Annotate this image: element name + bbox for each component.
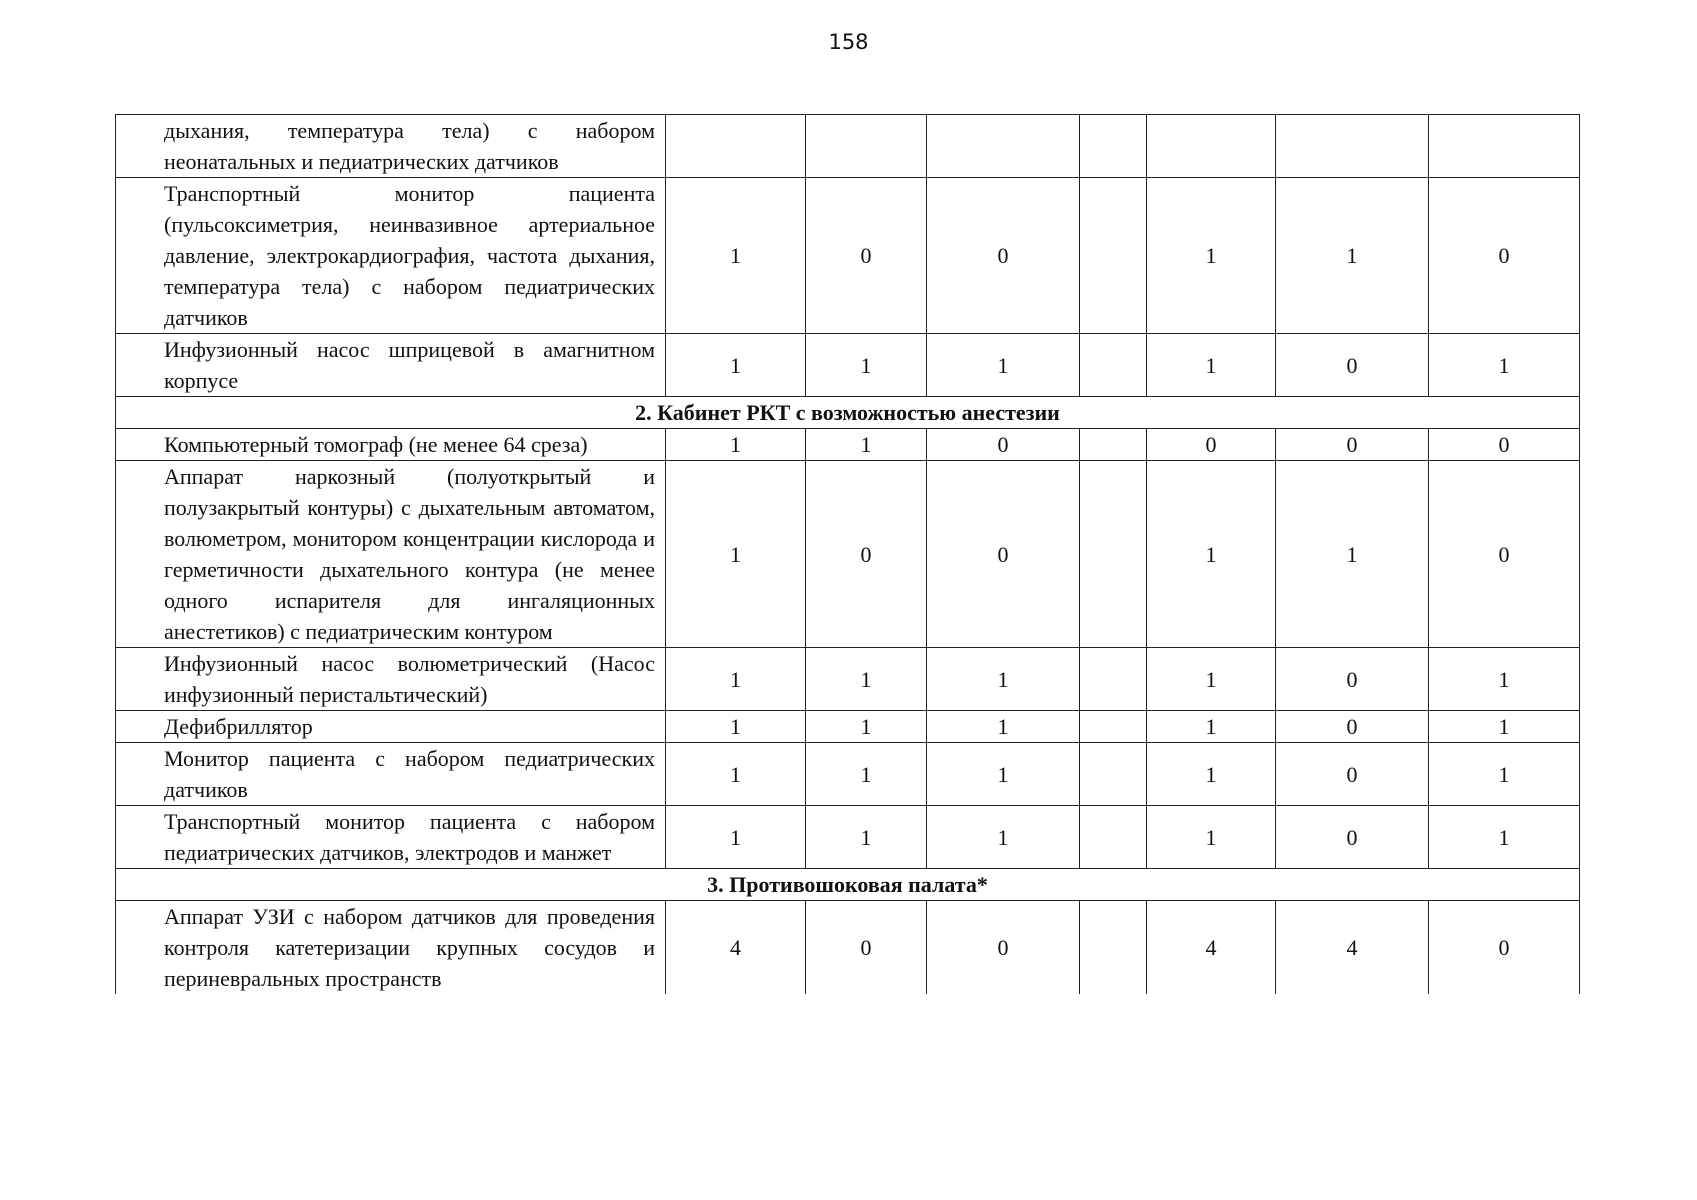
value-cell xyxy=(1080,806,1147,869)
equipment-name: Транспортный монитор пациента (пульсоксиметрия, неинвазивное артериальное давление, электрокардиография, частота дыхания, температура тела) с набором педиатрических датчиков xyxy=(116,178,666,334)
value-cell: 0 xyxy=(927,901,1080,995)
value-cell xyxy=(1080,711,1147,743)
table-row xyxy=(116,429,1580,461)
value-cell: 1 xyxy=(666,334,806,397)
value-cell: 1 xyxy=(1429,743,1580,806)
value-cell: 0 xyxy=(1429,461,1580,648)
equipment-name: Инфузионный насос шприцевой в амагнитном корпусе xyxy=(116,334,666,397)
page-number: 158 xyxy=(828,30,869,54)
value-cell: 0 xyxy=(1276,429,1429,461)
value-cell: 1 xyxy=(1147,334,1276,397)
value-cell: 1 xyxy=(1276,461,1429,648)
equipment-name: дыхания, температура тела) с набором неонатальных и педиатрических датчиков xyxy=(116,115,666,178)
value-cell: 1 xyxy=(806,429,927,461)
value-cell: 1 xyxy=(1147,806,1276,869)
equipment-name: Компьютерный томограф (не менее 64 среза) xyxy=(116,429,666,461)
equipment-name: Аппарат наркозный (полуоткрытый и полузакрытый контуры) с дыхательным автоматом, волюметром, монитором концентрации кислорода и герметичности дыхательного контура (не менее одного испарителя для ингаляционных анестетиков) с педиатрическим контуром xyxy=(116,461,666,648)
value-cell: 1 xyxy=(927,806,1080,869)
value-cell: 0 xyxy=(1276,334,1429,397)
value-cell: 0 xyxy=(806,461,927,648)
value-cell xyxy=(806,115,927,178)
value-cell: 0 xyxy=(1276,806,1429,869)
value-cell: 1 xyxy=(1429,711,1580,743)
value-cell: 0 xyxy=(1147,429,1276,461)
value-cell: 4 xyxy=(1276,901,1429,995)
value-cell: 1 xyxy=(1429,648,1580,711)
value-cell xyxy=(1080,461,1147,648)
table-row xyxy=(116,743,1580,806)
value-cell: 1 xyxy=(1147,461,1276,648)
value-cell: 1 xyxy=(666,648,806,711)
value-cell: 4 xyxy=(1147,901,1276,995)
value-cell xyxy=(1080,429,1147,461)
value-cell: 1 xyxy=(666,806,806,869)
equipment-table xyxy=(115,114,1580,994)
value-cell: 1 xyxy=(927,648,1080,711)
value-cell: 1 xyxy=(927,743,1080,806)
value-cell: 1 xyxy=(927,334,1080,397)
value-cell: 1 xyxy=(666,178,806,334)
value-cell xyxy=(1080,648,1147,711)
section-title: 3. Противошоковая палата* xyxy=(116,869,1580,901)
value-cell: 0 xyxy=(1429,901,1580,995)
value-cell xyxy=(1147,115,1276,178)
table-row xyxy=(116,115,1580,178)
value-cell: 0 xyxy=(927,429,1080,461)
table-row xyxy=(116,334,1580,397)
value-cell: 1 xyxy=(1276,178,1429,334)
value-cell: 0 xyxy=(806,178,927,334)
equipment-name: Инфузионный насос волюметрический (Насос инфузионный перистальтический) xyxy=(116,648,666,711)
value-cell xyxy=(1080,901,1147,995)
value-cell: 1 xyxy=(666,461,806,648)
equipment-name: Аппарат УЗИ с набором датчиков для проведения контроля катетеризации крупных сосудов и периневральных пространств xyxy=(116,901,666,995)
table-row xyxy=(116,901,1580,995)
value-cell: 4 xyxy=(666,901,806,995)
section-header-row xyxy=(116,397,1580,429)
value-cell: 1 xyxy=(927,711,1080,743)
value-cell xyxy=(1080,178,1147,334)
value-cell: 1 xyxy=(806,334,927,397)
value-cell xyxy=(666,115,806,178)
value-cell: 1 xyxy=(1429,806,1580,869)
equipment-name: Транспортный монитор пациента с набором педиатрических датчиков, электродов и манжет xyxy=(116,806,666,869)
section-title: 2. Кабинет РКТ с возможностью анестезии xyxy=(116,397,1580,429)
value-cell: 1 xyxy=(806,806,927,869)
value-cell xyxy=(1080,115,1147,178)
value-cell: 1 xyxy=(806,648,927,711)
value-cell: 0 xyxy=(1429,178,1580,334)
value-cell: 1 xyxy=(1147,648,1276,711)
value-cell xyxy=(927,115,1080,178)
value-cell: 1 xyxy=(1147,711,1276,743)
value-cell: 1 xyxy=(666,743,806,806)
value-cell xyxy=(1429,115,1580,178)
value-cell: 0 xyxy=(1429,429,1580,461)
value-cell xyxy=(1276,115,1429,178)
value-cell: 1 xyxy=(1429,334,1580,397)
value-cell: 0 xyxy=(1276,648,1429,711)
table-row xyxy=(116,178,1580,334)
value-cell: 1 xyxy=(806,711,927,743)
section-header-row xyxy=(116,869,1580,901)
value-cell: 0 xyxy=(1276,743,1429,806)
table-row xyxy=(116,648,1580,711)
value-cell: 1 xyxy=(1147,178,1276,334)
table-row xyxy=(116,711,1580,743)
value-cell: 1 xyxy=(666,711,806,743)
value-cell: 0 xyxy=(927,461,1080,648)
equipment-name: Монитор пациента с набором педиатрических датчиков xyxy=(116,743,666,806)
equipment-name: Дефибриллятор xyxy=(116,711,666,743)
value-cell: 1 xyxy=(806,743,927,806)
table-row xyxy=(116,806,1580,869)
table-row xyxy=(116,461,1580,648)
value-cell: 0 xyxy=(1276,711,1429,743)
value-cell: 0 xyxy=(806,901,927,995)
value-cell: 1 xyxy=(666,429,806,461)
value-cell: 1 xyxy=(1147,743,1276,806)
value-cell: 0 xyxy=(927,178,1080,334)
value-cell xyxy=(1080,743,1147,806)
value-cell xyxy=(1080,334,1147,397)
